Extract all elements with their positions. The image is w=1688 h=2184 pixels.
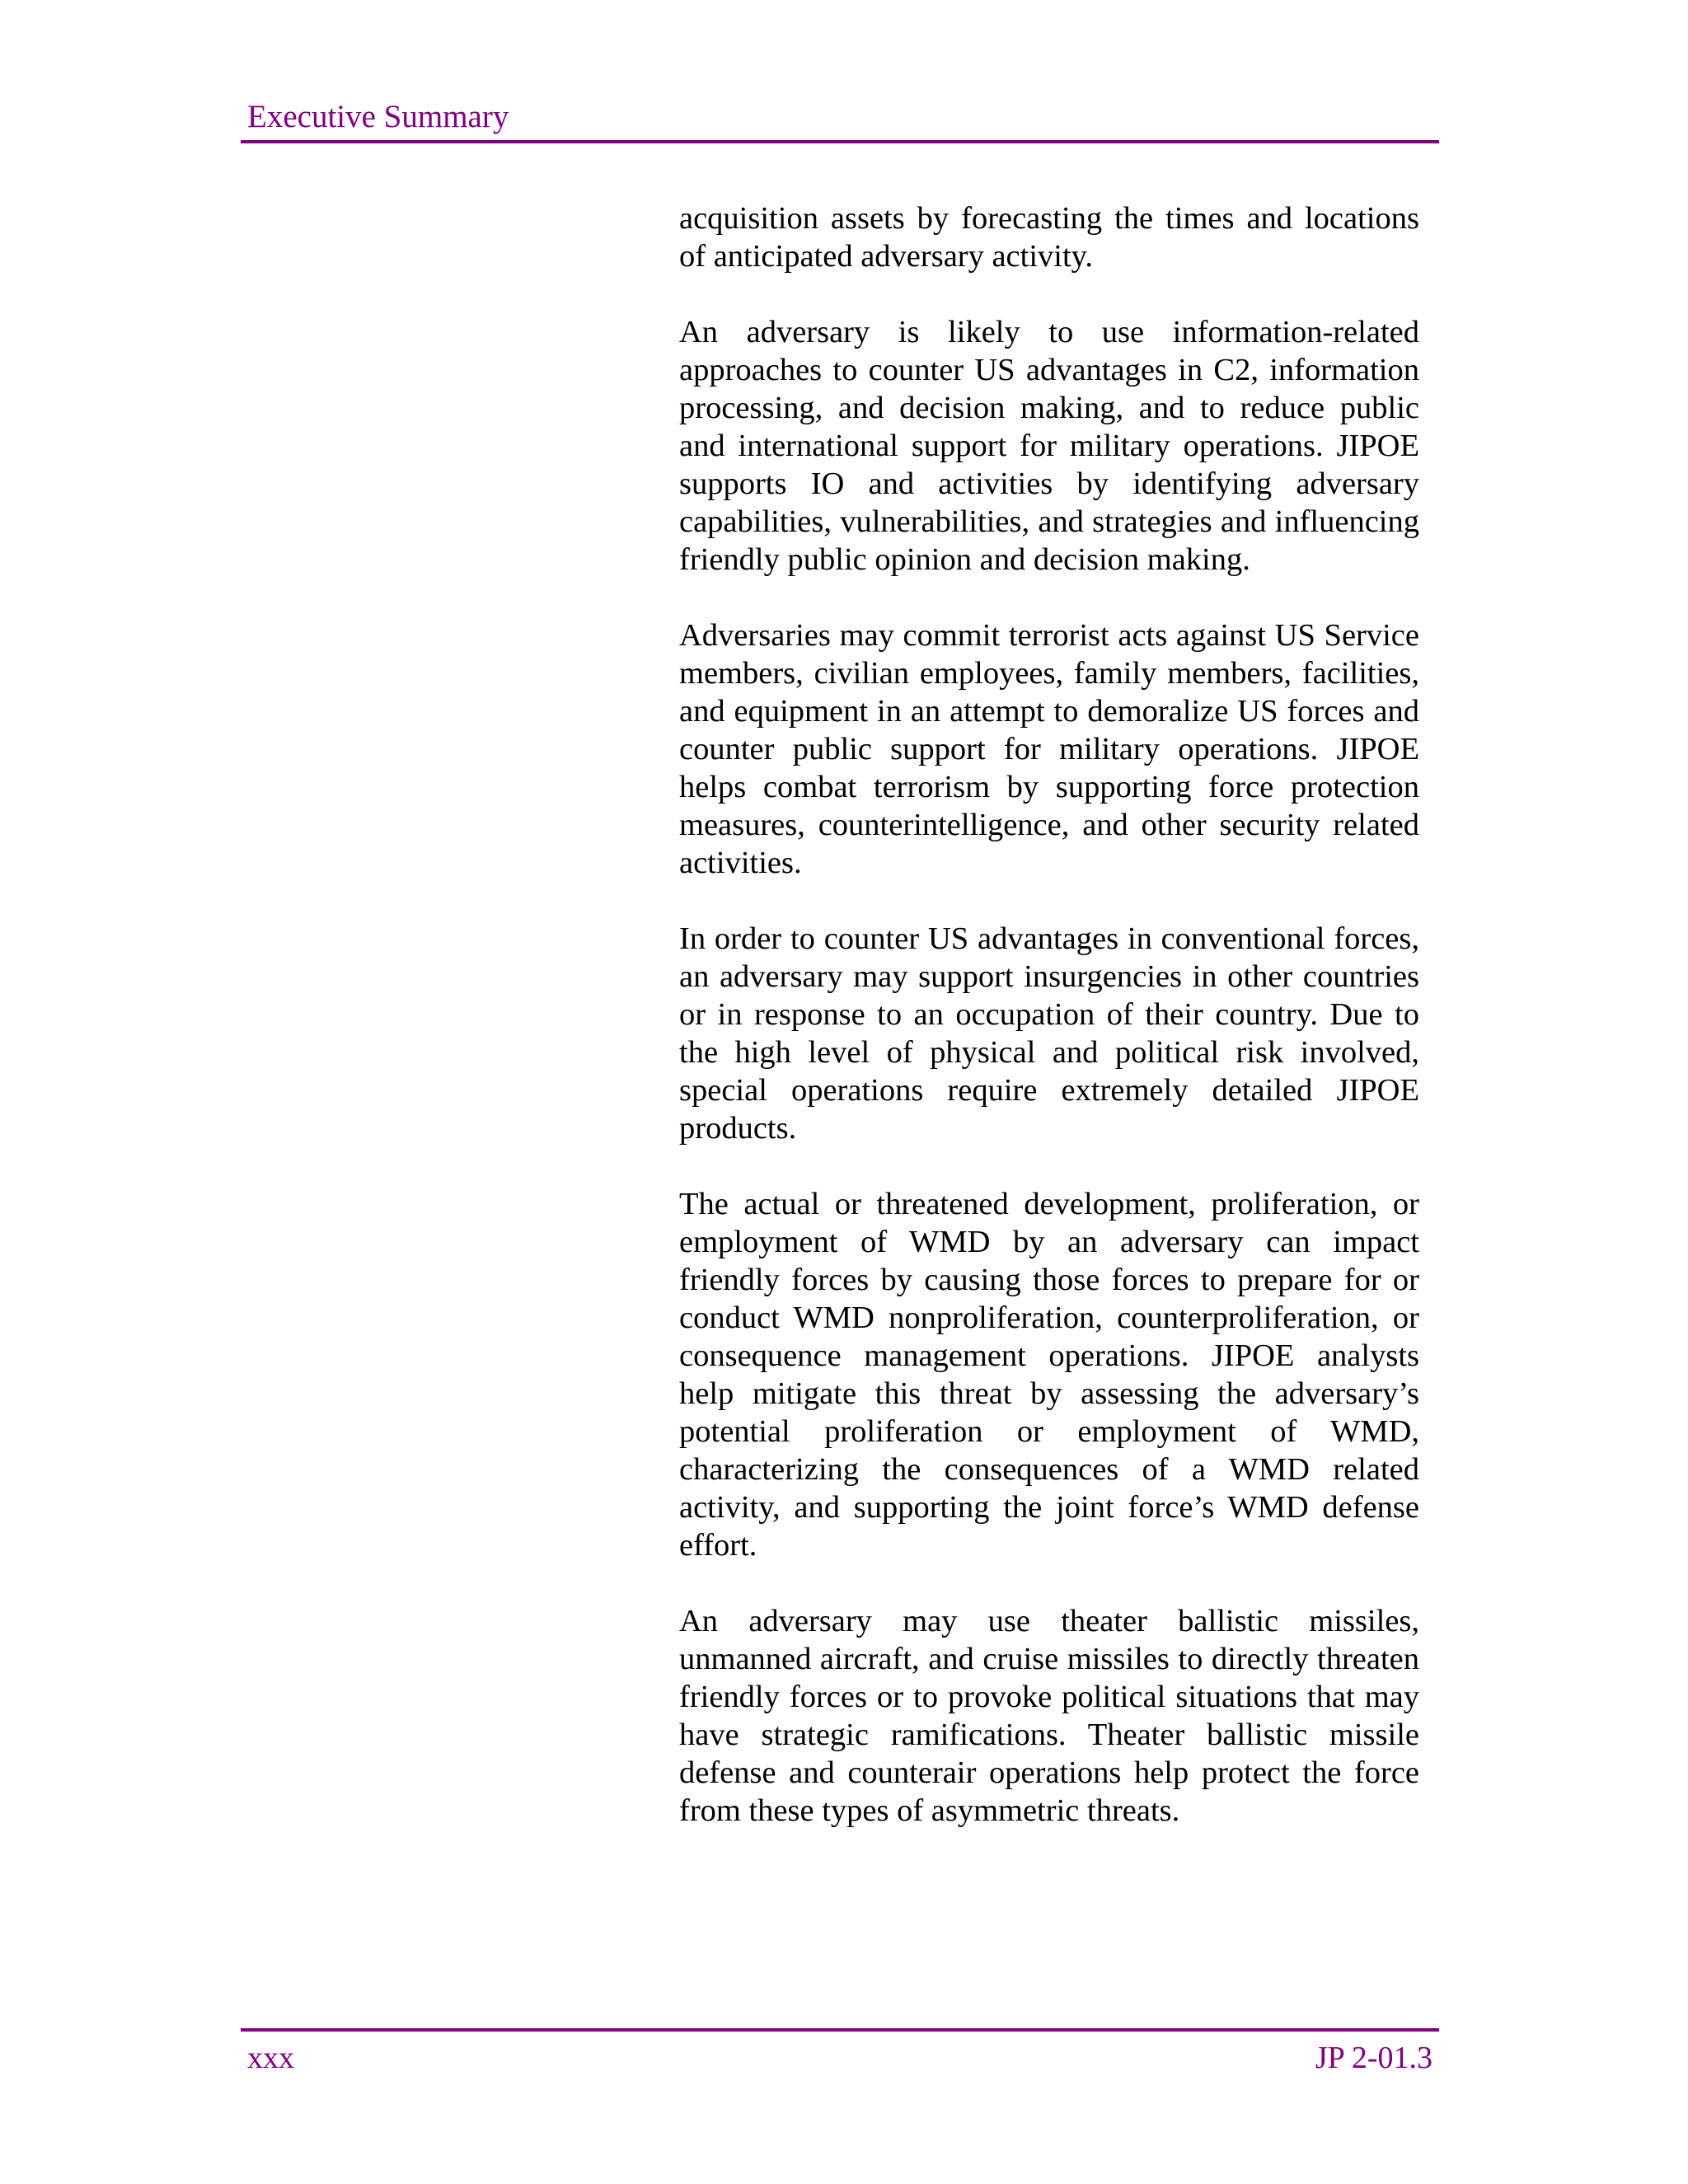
body-paragraph: An adversary is likely to use information-related approaches to counter US advantages in C2, information processing, and decision making, and to reduce public and international support for military operations. JIPOE supports IO and activities by identifying adversary capabilities, vulnerabilities, and strategies and influencing friendly public opinion and decision making.: [679, 315, 1419, 577]
page-header-title: Executive Summary: [247, 99, 509, 134]
body-paragraph: An adversary may use theater ballistic missiles, unmanned aircraft, and cruise missiles to directly threaten friendly forces or to provoke political situations that may have strategic ramifications. Theater ballistic missile defense and counterair operations help protect the force from these types of asymmetric threats.: [679, 1604, 1419, 1828]
body-paragraph: Adversaries may commit terrorist acts against US Service members, civilian employees, family members, facilities, and equipment in an attempt to demoralize US forces and counter public support for military operations. JIPOE helps combat terrorism by supporting force protection measures, counterintelligence, and other security related activities.: [679, 618, 1419, 880]
body-paragraph: In order to counter US advantages in conventional forces, an adversary may support insurgencies in other countries or in response to an occupation of their country. Due to the high level of physical and political risk involved, special operations require extremely detailed JIPOE products.: [679, 921, 1419, 1146]
body-text-column: [679, 199, 1419, 1868]
footer-page-number: xxx: [247, 2041, 294, 2075]
header-rule: [241, 140, 1439, 143]
footer-rule: [241, 2028, 1439, 2032]
body-paragraph: The actual or threatened development, proliferation, or employment of WMD by an adversary can impact friendly forces by causing those forces to prepare for or conduct WMD nonproliferation, counterproliferation, or consequence management operations. JIPOE analysts help mitigate this threat by assessing the adversary’s potential proliferation or employment of WMD, characterizing the consequences of a WMD related activity, and supporting the joint force’s WMD defense effort.: [679, 1187, 1419, 1563]
footer-publication-id: JP 2-01.3: [1315, 2041, 1432, 2075]
body-paragraph: acquisition assets by forecasting the times and locations of anticipated adversary activity.: [679, 201, 1419, 274]
